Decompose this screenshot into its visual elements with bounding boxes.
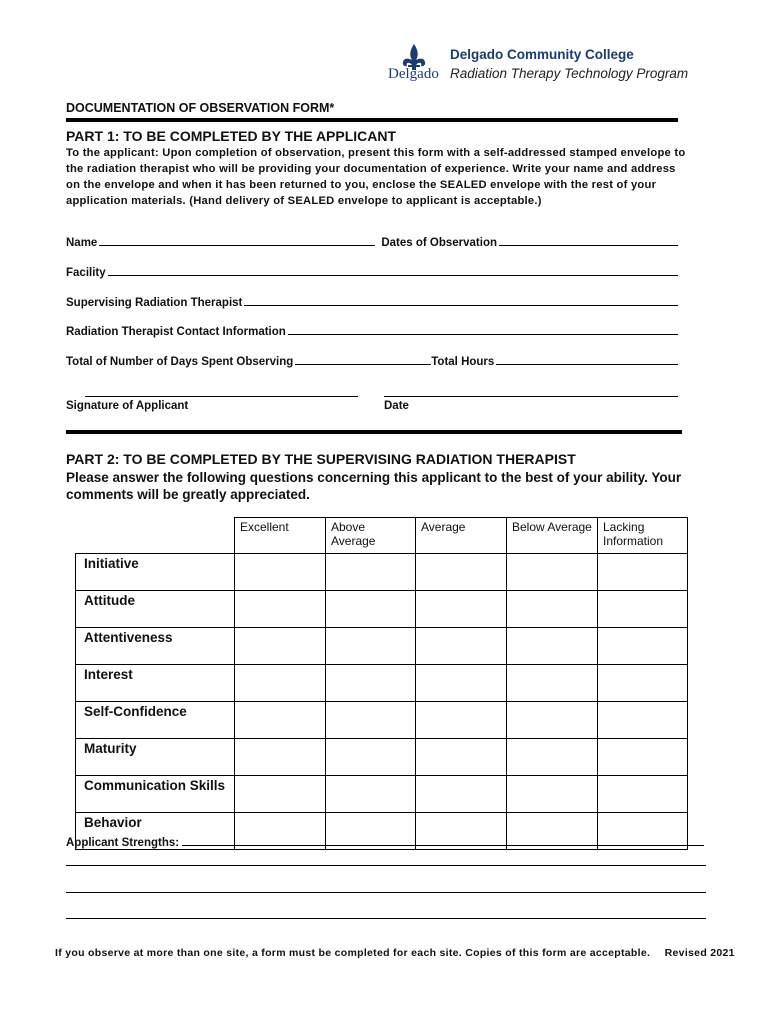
criterion-label: Attitude (76, 591, 235, 628)
rating-header: Excellent (235, 518, 326, 554)
rating-cell[interactable] (507, 628, 598, 665)
strengths-label: Applicant Strengths: (66, 837, 180, 849)
rating-cell[interactable] (416, 776, 507, 813)
supervisor-field[interactable] (244, 304, 678, 306)
strengths-field-line-3[interactable] (66, 892, 706, 893)
criterion-label: Communication Skills (76, 776, 235, 813)
rating-cell[interactable] (507, 702, 598, 739)
strengths-row (66, 833, 704, 849)
rating-cell[interactable] (235, 702, 326, 739)
facility-field[interactable] (108, 274, 678, 276)
rating-header: Above Average (326, 518, 416, 554)
rating-cell[interactable] (507, 776, 598, 813)
rating-cell[interactable] (598, 628, 688, 665)
contact-row (66, 322, 678, 338)
header-blank (76, 518, 235, 554)
form-title: DOCUMENTATION OF OBSERVATION FORM* (66, 101, 335, 115)
rating-cell[interactable] (416, 554, 507, 591)
part2-heading: PART 2: TO BE COMPLETED BY THE SUPERVISING RADIATION THERAPIST (66, 451, 576, 467)
table-row (76, 776, 688, 813)
rating-header: Average (416, 518, 507, 554)
revision-note: Revised 2021 (664, 947, 735, 959)
rating-cell[interactable] (416, 591, 507, 628)
rating-header: Lacking Information (598, 518, 688, 554)
totals-row (66, 352, 678, 368)
evaluation-table (75, 517, 688, 850)
rating-cell[interactable] (598, 702, 688, 739)
part-divider (66, 430, 682, 434)
rating-cell[interactable] (598, 665, 688, 702)
rating-cell[interactable] (326, 591, 416, 628)
facility-label: Facility (66, 267, 106, 279)
dates-label: Dates of Observation (381, 237, 497, 249)
program-name: Radiation Therapy Technology Program (450, 66, 689, 81)
criterion-label: Behavior (76, 813, 235, 850)
part1-heading: PART 1: TO BE COMPLETED BY THE APPLICANT (66, 128, 397, 144)
rating-cell[interactable] (507, 739, 598, 776)
name-label: Name (66, 237, 98, 249)
rating-cell[interactable] (416, 665, 507, 702)
rating-cell[interactable] (235, 739, 326, 776)
contact-label: Radiation Therapist Contact Information (66, 326, 286, 338)
total-hours-label: Total Hours (431, 356, 495, 368)
logo-wordmark: Delgado (388, 66, 439, 82)
rating-cell[interactable] (326, 776, 416, 813)
rating-cell[interactable] (416, 739, 507, 776)
supervisor-label: Supervising Radiation Therapist (66, 297, 243, 309)
rating-cell[interactable] (235, 554, 326, 591)
rating-cell[interactable] (235, 591, 326, 628)
college-name: Delgado Community College (450, 47, 634, 62)
supervisor-row (66, 293, 678, 309)
total-days-field[interactable] (295, 363, 431, 365)
evaluation-rows (76, 554, 688, 850)
rating-cell[interactable] (416, 702, 507, 739)
rating-cell[interactable] (326, 628, 416, 665)
criterion-label: Initiative (76, 554, 235, 591)
strengths-field-line-1[interactable] (182, 845, 704, 846)
total-days-label: Total of Number of Days Spent Observing (66, 356, 294, 368)
signature-field[interactable] (85, 396, 358, 397)
rating-cell[interactable] (326, 554, 416, 591)
rating-cell[interactable] (235, 776, 326, 813)
rating-cell[interactable] (598, 776, 688, 813)
footer-note: If you observe at more than one site, a form must be completed for each site. Copies of this form are acceptable. (55, 947, 651, 959)
rating-cell[interactable] (507, 665, 598, 702)
criterion-label: Maturity (76, 739, 235, 776)
criterion-label: Self-Confidence (76, 702, 235, 739)
rating-header: Below Average (507, 518, 598, 554)
rating-cell[interactable] (326, 739, 416, 776)
criterion-label: Interest (76, 665, 235, 702)
strengths-field-line-4[interactable] (66, 918, 706, 919)
criterion-label: Attentiveness (76, 628, 235, 665)
name-field[interactable] (99, 244, 375, 246)
rating-cell[interactable] (598, 554, 688, 591)
table-row (76, 554, 688, 591)
table-row (76, 591, 688, 628)
strengths-field-line-2[interactable] (66, 865, 706, 866)
rating-cell[interactable] (326, 702, 416, 739)
contact-field[interactable] (288, 333, 678, 335)
rating-cell[interactable] (235, 628, 326, 665)
dates-field[interactable] (499, 244, 678, 246)
name-dates-row (66, 233, 678, 249)
date-field[interactable] (384, 396, 678, 397)
facility-row (66, 263, 678, 279)
rating-cell[interactable] (507, 554, 598, 591)
part2-description: Please answer the following questions concerning this applicant to the best of your ability. Your comments will be greatly appreciated. (66, 470, 682, 502)
footer (55, 947, 735, 959)
table-row (76, 739, 688, 776)
total-hours-field[interactable] (496, 363, 678, 365)
signature-label: Signature of Applicant (66, 400, 189, 412)
table-row (76, 665, 688, 702)
rating-cell[interactable] (598, 591, 688, 628)
date-label: Date (384, 400, 409, 412)
rating-cell[interactable] (598, 739, 688, 776)
rating-cell[interactable] (507, 591, 598, 628)
table-row (76, 702, 688, 739)
rating-cell[interactable] (235, 665, 326, 702)
rating-header-row (76, 518, 688, 554)
title-divider (66, 118, 678, 122)
applicant-instructions: To the applicant: Upon completion of observation, present this form with a self-addressed stamped envelope to the radiation therapist who will be providing your documentation of experience. Write your name and address on the envelope and when it has been returned to you, enclose the SEALED envelope with the rest of your application materials. (Hand delivery of SEALED envelope to applicant is acceptable.) (66, 147, 686, 207)
table-row (76, 628, 688, 665)
rating-cell[interactable] (326, 665, 416, 702)
rating-cell[interactable] (416, 628, 507, 665)
